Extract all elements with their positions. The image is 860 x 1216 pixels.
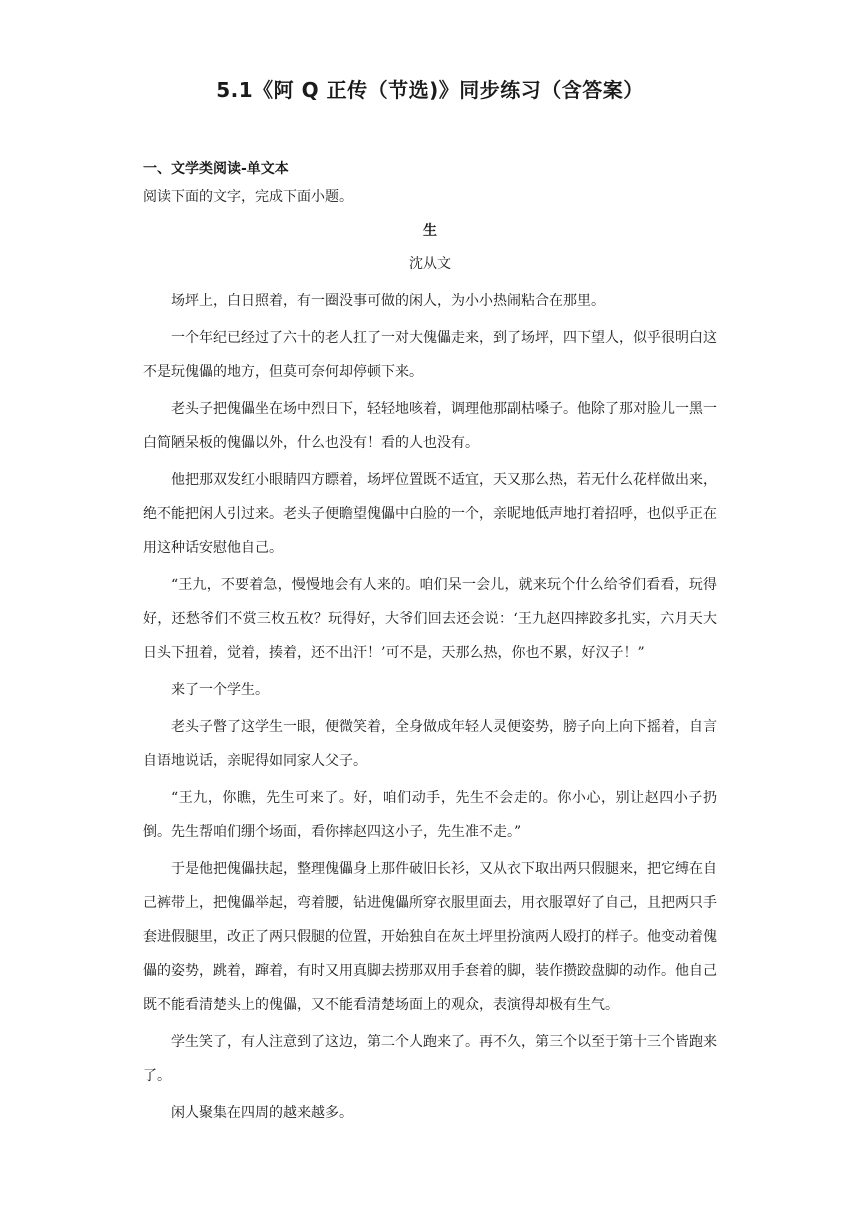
story-author: 沈从文 xyxy=(409,256,451,272)
paragraph: “王九，你瞧，先生可来了。好，咱们动手，先生不会走的。你小心，别让赵四小子扔倒。先生帮咱们绷个场面，看你摔赵四这小子，先生准不走。” xyxy=(143,790,717,840)
paragraph: 于是他把傀儡扶起，整理傀儡身上那件破旧长衫，又从衣下取出两只假腿来，把它缚在自己裤带上，把傀儡举起，弯着腰，钻进傀儡所穿衣服里面去，用衣服罩好了自己，且把两只手套进假腿里，改正了两只假腿的位置，开始独自在灰土坪里扮演两人殴打的样子。他变动着傀儡的姿势，跳着，蹿着，有时又用真脚去捞那双用手套着的脚，装作攒跤盘脚的动作。他自己既不能看清楚头上的傀儡，又不能看清楚场面上的观众，表演得却极有生气。 xyxy=(143,861,717,1013)
paragraph: 闲人聚集在四周的越来越多。 xyxy=(171,1105,353,1121)
section-heading: 一、文学类阅读-单文本 xyxy=(143,161,289,177)
paragraph: 他把那双发红小眼睛四方瞟着，场坪位置既不适宜，天又那么热，若无什么花样做出来，绝不能把闲人引过来。老头子便瞻望傀儡中白脸的一个，亲昵地低声地打着招呼，也似乎正在用这种话安慰他自己。 xyxy=(143,472,717,556)
paragraph: 场坪上，白日照着，有一圈没事可做的闲人，为小小热闹粘合在那里。 xyxy=(171,293,605,309)
paragraph: 老头子瞥了这学生一眼，便微笑着，全身做成年轻人灵便姿势，膀子向上向下摇着，自言自语地说话，亲昵得如同家人父子。 xyxy=(143,719,717,769)
paragraph: 一个年纪已经过了六十的老人扛了一对大傀儡走来，到了场坪，四下望人，似乎很明白这不是玩傀儡的地方，但莫可奈何却停顿下来。 xyxy=(143,330,717,380)
paragraph: “王九，不要着急，慢慢地会有人来的。咱们呆一会儿，就来玩个什么给爷们看看，玩得好，还愁爷们不赏三枚五枚？玩得好，大爷们回去还会说：‘王九赵四摔跤多扎实，六月天大日头下扭着，觉着，揍着，还不出汗！’可不是，天那么热，你也不累，好汉子！” xyxy=(143,577,717,661)
paragraph: 学生笑了，有人注意到了这边，第二个人跑来了。再不久，第三个以至于第十三个皆跑来了。 xyxy=(143,1034,717,1084)
paragraph: 来了一个学生。 xyxy=(171,682,269,698)
page-title: 5.1《阿 Q 正传（节选)》同步练习（含答案） xyxy=(216,78,644,102)
story-title: 生 xyxy=(423,223,437,239)
instruction-text: 阅读下面的文字，完成下面小题。 xyxy=(143,189,353,205)
story-body xyxy=(143,284,717,1133)
paragraph: 老头子把傀儡坐在场中烈日下，轻轻地咳着，调理他那副枯嗓子。他除了那对脸儿一黑一白简陋呆板的傀儡以外，什么也没有！看的人也没有。 xyxy=(143,401,717,451)
